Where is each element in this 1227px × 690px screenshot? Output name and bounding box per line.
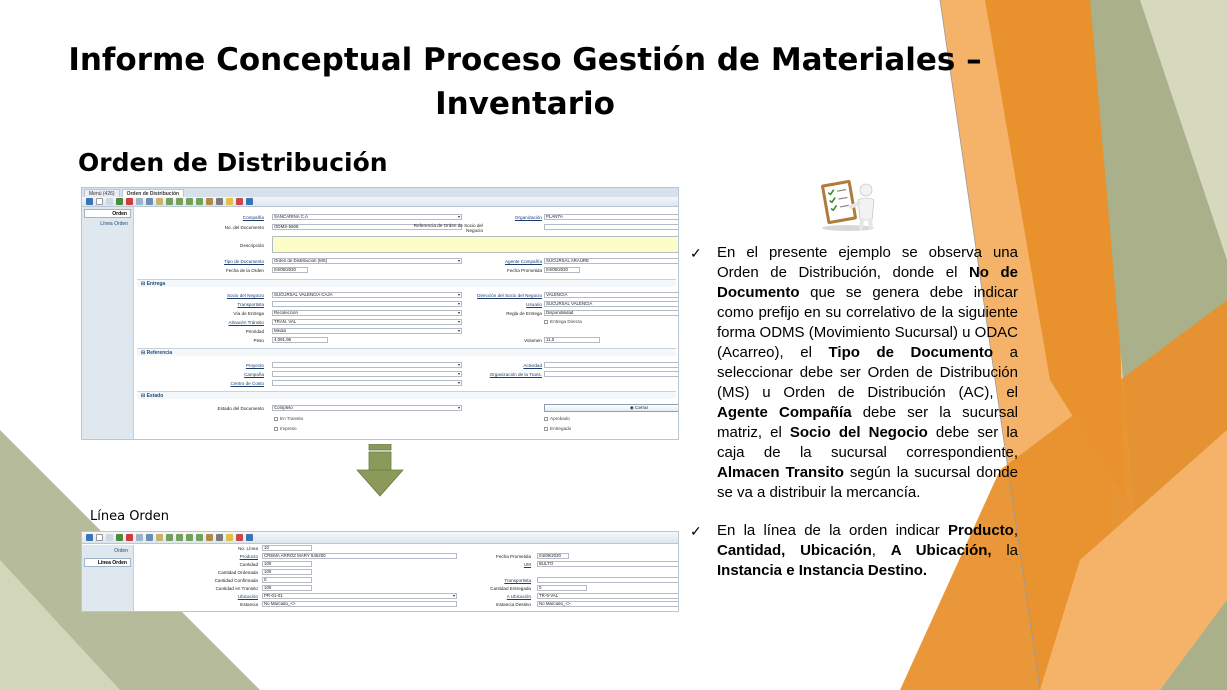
bullet-bold-term: No de Documento [717, 264, 1018, 301]
delete-icon[interactable] [126, 198, 133, 205]
bullet-text-2 [717, 521, 1018, 581]
fecha-prometida-linea-label: Fecha Prometida [496, 554, 531, 559]
orden-form [137, 210, 676, 440]
window-tabs [82, 188, 678, 197]
organizacion-field[interactable]: PLANTA [544, 214, 679, 220]
usuario-label: Usuario [526, 302, 542, 307]
direccion-socio-label: Dirección del Socio del Negocio [477, 293, 542, 298]
org-transaccion-label: Organización de la Trans. [489, 372, 542, 377]
centro-costo-field[interactable]: ▾ [272, 380, 462, 386]
estado-documento-label: Estado del Documento [217, 406, 264, 411]
linea-orden-screenshot [81, 531, 679, 612]
bullet-text-1 [717, 243, 1018, 503]
impreso-checkbox[interactable]: Impreso [274, 426, 297, 431]
new-record-icon[interactable] [96, 534, 103, 541]
prioridad-label: Prioridad [245, 329, 264, 334]
save-icon[interactable] [116, 198, 123, 205]
description-bullets [690, 243, 1018, 581]
checkmark-icon: ✓ [690, 245, 702, 261]
next-record-icon[interactable] [186, 534, 193, 541]
fecha-orden-field[interactable]: 04/09/2020 [272, 267, 308, 273]
bullet-bold-term: Almacen Transito [717, 464, 844, 481]
descripcion-label: Descripción [240, 243, 264, 248]
bullet-text-segment: la [991, 542, 1019, 559]
instancia-field[interactable]: No Marcado_<> [262, 601, 457, 607]
peso-label: Peso [253, 338, 264, 343]
copy-icon[interactable] [106, 534, 113, 541]
linea-orden-form [137, 545, 676, 611]
bullet-item [690, 243, 1018, 503]
organizacion-label: Organización [514, 215, 542, 220]
regla-entrega-label: Regla de Entrega [506, 311, 542, 316]
instancia-destino-field[interactable]: No Marcado_<> [537, 601, 679, 607]
cantidad-confirmada-label: Cantidad Confirmada [214, 578, 258, 583]
bullet-text-segment: debe ser la sucursal matriz, el [717, 404, 1018, 441]
cerrar-button[interactable]: ◉ Cerrar [544, 404, 679, 412]
volumen-label: Volumen [524, 338, 542, 343]
bullet-text-segment: a seleccionar debe ser Orden de Distribución (MS) u Orden de Distribución (AC), el [717, 344, 1018, 401]
back-icon[interactable] [86, 534, 93, 541]
print-icon[interactable] [216, 198, 223, 205]
en-transito-checkbox[interactable]: En Transito [274, 416, 303, 421]
workflow-icon[interactable] [236, 534, 243, 541]
cantidad-transito-field[interactable]: 100 [262, 585, 312, 591]
ubicacion-field[interactable]: PR-01-01 ▾ [264, 593, 455, 598]
usuario-field[interactable]: SUCURSAL VALENCIA [544, 301, 679, 307]
transportista-label: Transportista [237, 302, 264, 307]
cantidad-transito-label: Cantidad en Transito [215, 586, 258, 591]
section-referencia[interactable]: ⊟ Referencia [137, 348, 676, 356]
search-icon[interactable] [146, 198, 153, 205]
cantidad-entregada-field[interactable]: 0 [537, 585, 587, 591]
compania-field[interactable]: SANCARINA C.A ▾ [274, 214, 460, 219]
bullet-bold-term: Agente Compañía [717, 404, 852, 421]
new-record-icon[interactable] [96, 198, 103, 205]
toolbar [82, 197, 678, 207]
lock-icon[interactable] [226, 534, 233, 541]
first-record-icon[interactable] [166, 534, 173, 541]
fecha-orden-label: Fecha de la Orden [225, 268, 264, 273]
section-entrega[interactable]: ⊟ Entrega [137, 279, 676, 287]
toolbar-linea [82, 532, 678, 544]
no-documento-field[interactable]: ODMS-5608 [272, 224, 462, 230]
via-entrega-label: Vía de Entrega [233, 311, 264, 316]
tab-menu[interactable]: Menú (426) [84, 189, 120, 197]
a-ubicacion-label: A Ubicación [506, 594, 531, 599]
back-icon[interactable] [86, 198, 93, 205]
last-record-icon[interactable] [196, 534, 203, 541]
regla-entrega-field[interactable]: Disponibilidad [544, 310, 679, 316]
peso-field[interactable]: 4.091,96 [272, 337, 328, 343]
bullet-text-segment: , [1013, 522, 1018, 539]
save-icon[interactable] [116, 534, 123, 541]
estado-documento-field[interactable]: Completo ▾ [274, 405, 460, 410]
bullet-item [690, 521, 1018, 581]
proyecto-field[interactable]: ▾ [272, 362, 462, 368]
producto-field[interactable]: CREMA ARROZ MARY 545200 [262, 553, 457, 559]
checkmark-icon: ✓ [690, 523, 702, 539]
search-icon[interactable] [146, 534, 153, 541]
fecha-prometida-linea-field[interactable]: 04/09/2020 [537, 553, 569, 559]
agente-compania-label: Agente Compañía [504, 259, 542, 264]
actividad-field[interactable] [544, 362, 679, 368]
aprobado-checkbox[interactable]: Aprobado [544, 416, 570, 421]
no-linea-label: No. Línea [238, 546, 258, 551]
attachment-icon[interactable] [156, 534, 163, 541]
clipboard-checklist-icon [812, 176, 882, 232]
bullet-text-segment: , [871, 542, 891, 559]
report-icon[interactable] [206, 198, 213, 205]
bullet-text-segment: que se genera debe indicar como prefijo en su correlativo de la siguiente forma ODMS (Movimiento Sucursal) u ODAC (Acarreo), el [717, 284, 1018, 361]
centro-costo-label: Centro de Costo [230, 381, 264, 386]
instancia-label: Instancia [239, 602, 258, 607]
fecha-prometida-label: Fecha Prometida [507, 268, 542, 273]
entregado-checkbox[interactable]: Entregado [544, 426, 571, 431]
instancia-destino-label: Instancia Destino [495, 602, 531, 607]
socio-negocio-label: Socio del Negocio [226, 293, 264, 298]
cantidad-field[interactable]: 100 [262, 561, 312, 567]
entrega-directa-checkbox[interactable]: Entrega Directa [544, 319, 582, 324]
referencia-socio-field[interactable] [544, 224, 679, 230]
refresh-icon[interactable] [136, 534, 143, 541]
bullet-bold-term: Tipo de Documento [828, 344, 994, 361]
compania-label: Compañía [242, 215, 264, 220]
um-field[interactable]: BULTO [537, 561, 679, 567]
bullet-text-segment: En la línea de la orden indicar [717, 522, 948, 539]
copy-icon[interactable] [106, 198, 113, 205]
prioridad-field[interactable]: Media ▾ [274, 328, 460, 333]
bullet-bold-term: A Ubicación, [890, 542, 992, 559]
delete-icon[interactable] [126, 534, 133, 541]
almacen-transito-label: Almacén Tránsito [228, 320, 264, 325]
direccion-socio-field[interactable]: VALENCIA [544, 292, 679, 298]
previous-record-icon[interactable] [176, 534, 183, 541]
first-record-icon[interactable] [166, 198, 173, 205]
transportista-field[interactable]: ▾ [272, 301, 462, 307]
sidebar-item-orden[interactable]: Orden [114, 548, 128, 554]
tab-orden-distribucion[interactable]: Orden de Distribución [122, 189, 185, 197]
report-icon[interactable] [206, 534, 213, 541]
bullet-bold-term: Cantidad, Ubicación [717, 542, 872, 559]
socio-negocio-field[interactable]: SUCURSAL VALENCIA CAJA ▾ [274, 292, 460, 297]
down-arrow-icon [355, 444, 405, 498]
cantidad-confirmada-field[interactable]: 0 [262, 577, 312, 583]
ubicacion-label: Ubicación [237, 594, 258, 599]
workflow-icon[interactable] [236, 198, 243, 205]
orden-distribucion-screenshot [81, 187, 679, 440]
attachment-icon[interactable] [156, 198, 163, 205]
cantidad-label: Cantidad [239, 562, 258, 567]
slide-title: Informe Conceptual Proceso Gestión de Materiales – Inventario [68, 42, 982, 122]
a-ubicacion-field[interactable]: TR-9-VAL [537, 593, 679, 599]
bullet-text-segment: debe ser la caja de la sucursal correspondiente, [717, 424, 1018, 461]
proyecto-label: Proyecto [245, 363, 264, 368]
descripcion-field[interactable] [272, 236, 679, 253]
agente-compania-field[interactable]: SUCURSAL ARAURE [544, 258, 679, 264]
slide-subtitle: Orden de Distribución [78, 148, 388, 177]
fecha-prometida-field[interactable]: 04/09/2020 [544, 267, 580, 273]
no-linea-field[interactable]: 10 [262, 545, 312, 551]
previous-record-icon[interactable] [176, 198, 183, 205]
volumen-field[interactable]: 11,0 [544, 337, 600, 343]
almacen-transito-field[interactable]: TRAN. VAL ▾ [274, 319, 460, 324]
detail-sidebar [82, 207, 134, 439]
sidebar-item-linea-orden[interactable]: Línea Orden [84, 558, 131, 567]
help-icon[interactable] [246, 198, 253, 205]
cantidad-entregada-label: Cantidad Entregada [490, 586, 531, 591]
campana-field[interactable]: ▾ [272, 371, 462, 377]
bullet-bold-term: Socio del Negocio [789, 424, 928, 441]
bullet-text-segment: En el presente ejemplo se observa una Orden de Distribución, donde el [717, 244, 1018, 281]
bullet-bold-term: Producto [947, 522, 1014, 539]
via-entrega-field[interactable]: Recolección ▾ [274, 310, 460, 315]
section-estado[interactable]: ⊟ Estado [137, 391, 676, 399]
print-icon[interactable] [216, 534, 223, 541]
next-record-icon[interactable] [186, 198, 193, 205]
last-record-icon[interactable] [196, 198, 203, 205]
no-documento-label: No. del Documento [224, 225, 264, 230]
campana-label: Campaña [244, 372, 264, 377]
transportista-linea-field[interactable] [537, 577, 679, 583]
producto-label: Producto [239, 554, 258, 559]
help-icon[interactable] [246, 534, 253, 541]
sidebar-item-orden[interactable]: Orden [84, 209, 131, 218]
lock-icon[interactable] [226, 198, 233, 205]
bullet-bold-term: Instancia e Instancia Destino. [717, 562, 928, 579]
um-label: UM [523, 562, 531, 567]
actividad-label: Actividad [523, 363, 542, 368]
tipo-documento-label: Tipo de Documento [224, 259, 264, 264]
bullet-text-segment: según la sucursal donde se va a distribuir la mercancía. [717, 464, 1018, 501]
cantidad-ordenada-label: Cantidad Ordenada [217, 570, 258, 575]
detail-sidebar-linea [82, 545, 134, 611]
sidebar-item-linea-orden[interactable]: Línea Orden [100, 221, 128, 227]
org-transaccion-field[interactable] [544, 371, 679, 377]
cantidad-ordenada-field[interactable]: 100 [262, 569, 312, 575]
referencia-socio-label: Referencia de Orden de Socio del Negocio [413, 223, 483, 233]
transportista-linea-label: Transportista [504, 578, 531, 583]
tipo-documento-field[interactable]: Orden de Distribución (MS) ▾ [274, 258, 460, 263]
linea-orden-caption: Línea Orden [90, 509, 170, 524]
refresh-icon[interactable] [136, 198, 143, 205]
